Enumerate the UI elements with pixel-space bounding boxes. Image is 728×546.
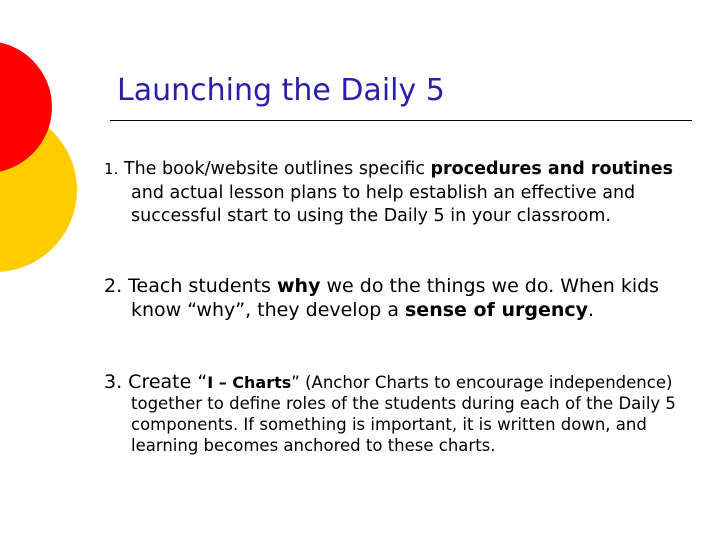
item-number: 3. bbox=[104, 371, 123, 393]
item-number: 1. bbox=[104, 160, 119, 178]
item-bold-text: procedures and routines bbox=[430, 159, 674, 179]
item-text: ” (Anchor Charts to encourage independence) together to define roles of the students during each of the Daily 5 components. If something is important, it is written down, and learning becomes anchored to these charts. bbox=[131, 373, 676, 455]
item-number: 2. bbox=[104, 275, 123, 297]
item-text: we do the things we do. When kids know “why”, they develop a bbox=[131, 275, 660, 321]
title-divider bbox=[110, 120, 692, 121]
list-item-2 bbox=[104, 275, 684, 322]
item-bold-text: I – Charts bbox=[207, 373, 292, 392]
item-bold-text: why bbox=[277, 275, 321, 297]
item-text: Teach students bbox=[122, 275, 277, 297]
item-text: The book/website outlines specific bbox=[118, 159, 431, 179]
slide-title: Launching the Daily 5 bbox=[117, 73, 445, 108]
item-text: . bbox=[588, 298, 595, 321]
item-bold-text: sense of urgency bbox=[405, 298, 589, 321]
list-item-3 bbox=[104, 372, 684, 456]
item-text: Create “ bbox=[122, 371, 208, 393]
decorative-circles bbox=[0, 0, 100, 300]
list-item-1 bbox=[104, 158, 684, 229]
item-text: and actual lesson plans to help establish an effective and successful start to using the Daily 5 in your classroom. bbox=[131, 182, 636, 226]
